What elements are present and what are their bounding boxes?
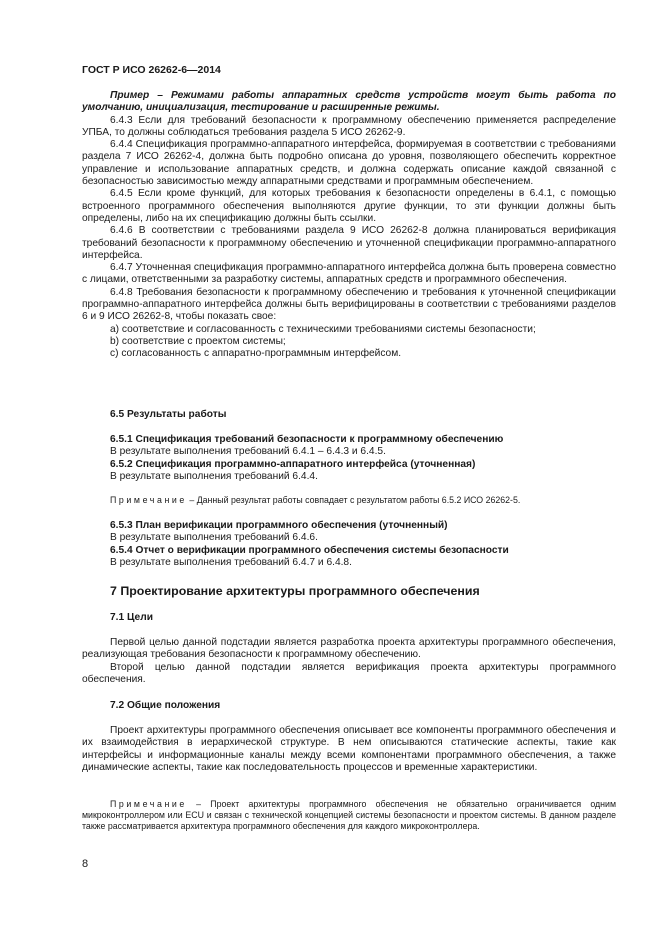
list-item: а) соответствие и согласованность с техническими требованиями системы безопасности; (110, 323, 536, 335)
paragraph-6-4-4: 6.4.4 Спецификация программно-аппаратного интерфейса, формируемая в соответствии с требованиями раздела 7 ИСО 26262-4, должна быть подробно описана до уровня, позволяющего обеспечить корректное управление и использование аппаратных средств, и должна содержать описание каждой связанной с безопасностью зависимостью между аппаратными средствами и программным обеспечением. (82, 139, 616, 188)
paragraph-6-4-6: 6.4.6 В соответствии с требованиями раздела 9 ИСО 26262-8 должна планироваться верификация требований безопасности к программному обеспечению и уточненной спецификации программно-аппаратного интерфейса. (82, 225, 616, 261)
result-text-6-5-4: В результате выполнения требований 6.4.7 и 6.4.8. (110, 556, 352, 568)
note-7-2 (82, 799, 616, 832)
section-title-6-5: 6.5 Результаты работы (110, 409, 227, 420)
section-7-title-block (82, 584, 616, 599)
section-7-2 (82, 700, 616, 712)
section-title-7-1: 7.1 Цели (110, 612, 153, 623)
paragraph-6-4-5: 6.4.5 Если кроме функций, для которых требования к безопасности определены в 6.4.1, с помощью встроенного программного обеспечения выполняются другие функции, то эти функции должны быть определены, либо на их спецификацию должны быть ссылки. (82, 188, 616, 224)
note-label: Примечание (110, 799, 187, 809)
page-number: 8 (82, 858, 89, 870)
paragraph-7-1-2: Второй целью данной подстадии является верификация проекта архитектуры программного обеспечения. (82, 661, 616, 685)
section-6-4-continued (82, 90, 616, 361)
paragraph-6-4-3: 6.4.3 Если для требований безопасности к программному обеспечению применяется распределение УПБА, то должны соблюдаться требования раздела 5 ИСО 26262-9. (82, 114, 616, 138)
section-7-1 (82, 612, 616, 624)
note-6-5 (82, 495, 616, 506)
paragraph-6-4-8: 6.4.8 Требования безопасности к программному обеспечению и требования к уточненной спецификации программно-аппаратного интерфейса должны быть верифицированы в соответствии с требованиями разделов 6 и 9 ИСО 26262-8, чтобы показать свое: (82, 286, 616, 323)
document-header: ГОСТ Р ИСО 26262-6—2014 (82, 64, 221, 76)
subsection-title-6-5-4: 6.5.4 Отчет о верификации программного обеспечения системы безопасности (110, 544, 509, 556)
note-text: – Данный результат работы совпадает с результатом работы 6.5.2 ИСО 26262-5. (186, 495, 521, 505)
paragraph-7-1-1: Первой целью данной подстадии является разработка проекта архитектуры программного обеспечения, реализующая требования безопасности к программному обеспечению. (82, 637, 616, 661)
subsection-title-6-5-2: 6.5.2 Спецификация программно-аппаратного интерфейса (уточненная) (110, 458, 476, 470)
note-label: Примечание (110, 495, 187, 505)
result-text-6-5-2: В результате выполнения требований 6.4.4. (110, 470, 318, 482)
example-paragraph: Пример – Режимами работы аппаратных средств устройств могут быть работа по умолчанию, инициализация, тестирование и расширенные режимы. (82, 90, 616, 114)
list-item: с) согласованность с аппаратно-программным интерфейсом. (110, 348, 402, 360)
result-text-6-5-1: В результате выполнения требований 6.4.1 – 6.4.3 и 6.4.5. (110, 446, 386, 458)
section-7-1-body (82, 637, 616, 686)
section-title-7: 7 Проектирование архитектуры программного обеспечения (110, 584, 480, 598)
subsection-title-6-5-3: 6.5.3 План верификации программного обеспечения (уточненный) (110, 520, 448, 531)
paragraph-6-4-7: 6.4.7 Уточненная спецификация программно-аппаратного интерфейса должна быть проверена совместно с лицами, ответственными за разработку системы, аппаратных средств и программного обеспечения. (82, 262, 616, 286)
results-block-1 (82, 434, 616, 483)
paragraph-7-2-1: Проект архитектуры программного обеспечения описывает все компоненты программного обеспечения и их взаимодействия в иерархической структуре. В нем описываются статические аспекты, такие как интерфейсы и информационные каналы между всеми компонентами программного обеспечения, а также динамические аспекты, такие как последовательность процессов и временные характеристики. (82, 725, 616, 773)
section-6-5 (82, 409, 616, 421)
section-title-7-2: 7.2 Общие положения (110, 700, 221, 711)
result-text-6-5-3: В результате выполнения требований 6.4.6. (110, 532, 318, 544)
results-block-2 (82, 520, 616, 569)
note-text: – Проект архитектуры программного обеспечения не обязательно ограничивается одним микроконтроллером или ECU и связан с технической концепцией системы безопасности и проектом системы. В данном разделе также рассматривается архитектура программного обеспечения для каждого микроконтроллера. (82, 799, 616, 831)
list-item: b) соответствие с проектом системы; (110, 335, 286, 347)
section-7-2-body (82, 725, 616, 774)
subsection-title-6-5-1: 6.5.1 Спецификация требований безопасности к программному обеспечению (110, 434, 504, 445)
